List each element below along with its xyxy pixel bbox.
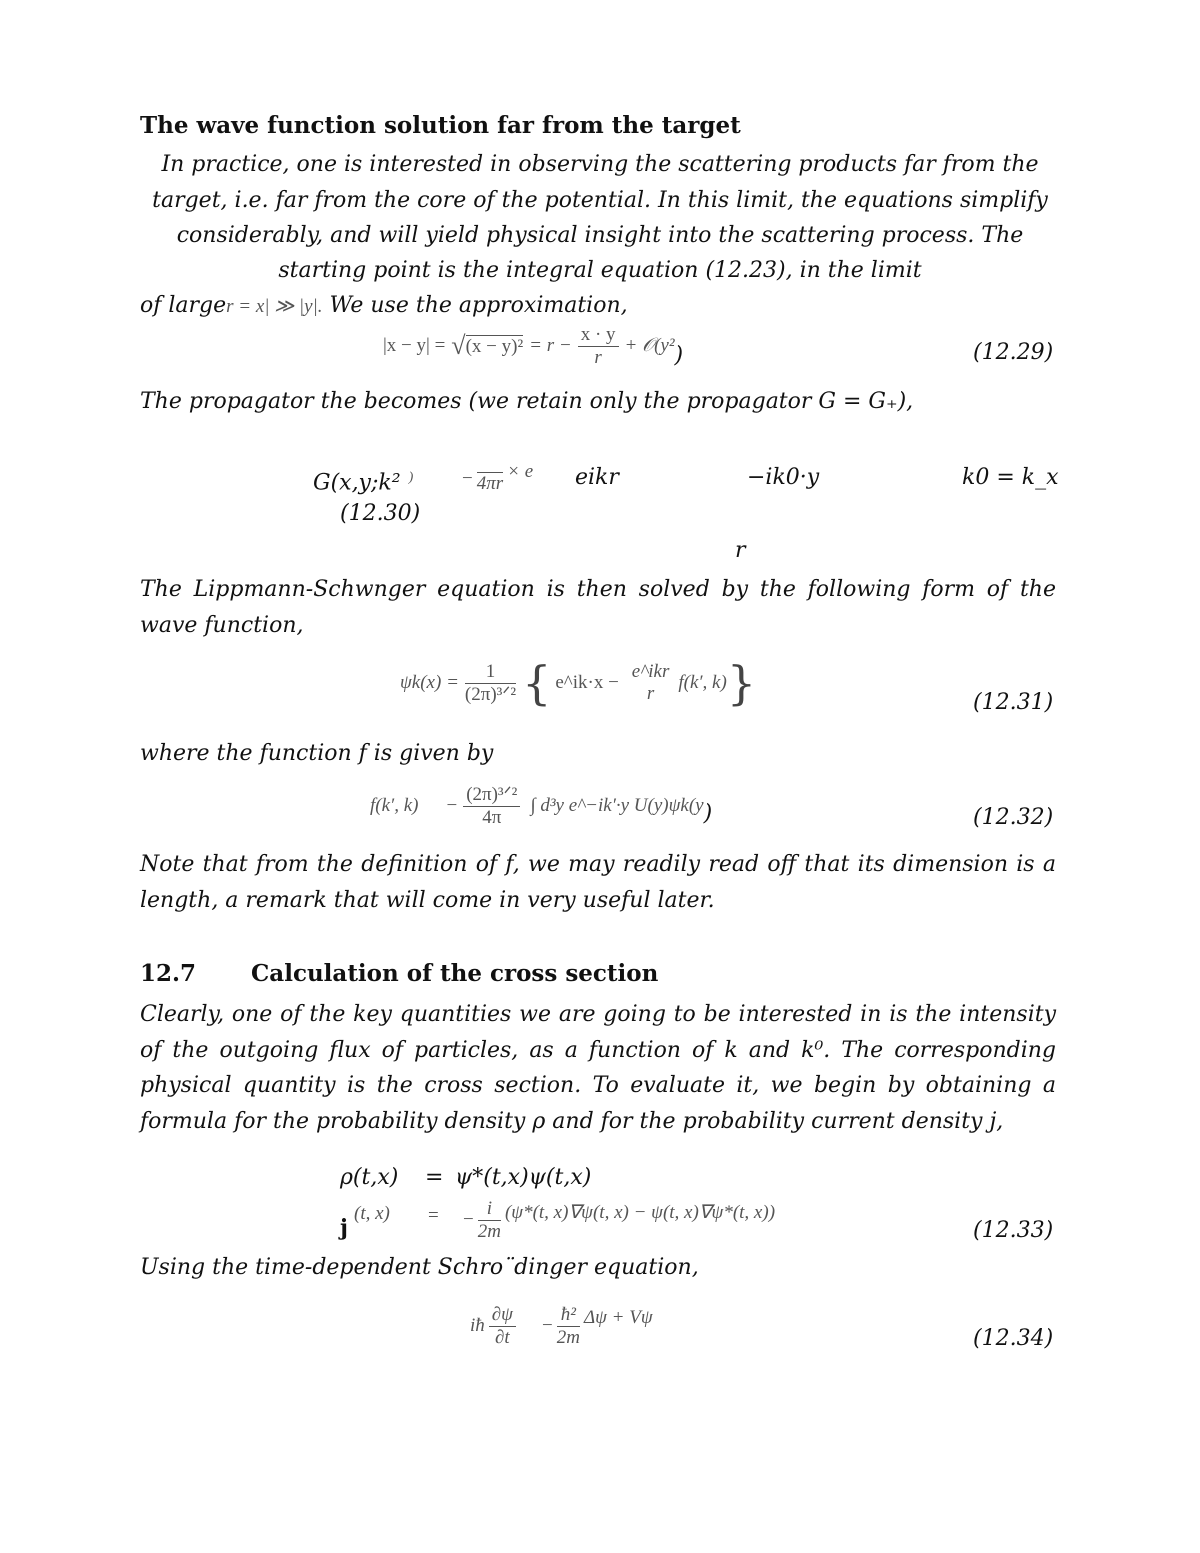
- fraction-denominator: 4πr: [476, 473, 504, 494]
- fraction-denominator: (2π)³ᐟ²: [464, 683, 517, 705]
- eq-minus: −: [446, 795, 458, 816]
- fraction-denominator: r: [646, 683, 655, 704]
- eq-integral: ∫ d³y e^−ik′·y U(y)ψk(y: [530, 795, 704, 816]
- left-brace: {: [522, 656, 552, 710]
- equation-number-12-32: (12.32): [973, 805, 1054, 830]
- eq-term2: f(k′, k): [678, 672, 727, 693]
- eq-fraction: [463, 784, 520, 829]
- fraction-numerator: ħ²: [557, 1304, 580, 1327]
- eq-minus: −: [541, 1315, 553, 1336]
- eq-eikr: eikr: [575, 465, 619, 490]
- lippmann-line-1: The Lippmann-Schwnger equation is then solved by the following form of the: [140, 577, 1056, 602]
- eq-rho-equals: =: [425, 1165, 444, 1190]
- eq-j-lhs: j: [340, 1215, 348, 1241]
- eq-fraction-2: [629, 661, 673, 705]
- eq-rho-rhs: ψ*(t,x)ψ(t,x): [455, 1165, 592, 1190]
- eq-fraction: [478, 1198, 501, 1243]
- right-brace: }: [726, 656, 757, 710]
- section-number: 12.7: [140, 960, 197, 987]
- cross-section-line-2: of the outgoing flux of particles, as a function of k and k⁰. The corresponding: [140, 1038, 1056, 1063]
- equation-number-12-30: (12.30): [340, 501, 421, 526]
- paragraph-line-3: considerably, and will yield physical insight into the scattering process. The: [176, 223, 1024, 248]
- fraction-denominator: 2m: [477, 1220, 501, 1242]
- equation-12-29: [383, 318, 683, 374]
- eq-lhs: |x − y| =: [383, 335, 446, 356]
- cross-section-line-1: Clearly, one of the key quantities we are going to be interested in is the intensity: [140, 1002, 1056, 1027]
- fraction-numerator: [477, 462, 503, 473]
- fraction-numerator: i: [478, 1198, 501, 1221]
- fraction-numerator: (2π)³ᐟ²: [463, 784, 520, 807]
- paragraph-line-1: In practice, one is interested in observing the scattering products far from the: [161, 152, 1039, 177]
- lippmann-line-2: wave function,: [140, 613, 304, 638]
- eq-k0-definition: k0 = k_x: [962, 465, 1059, 490]
- eq-tail: + 𝒪(y²: [624, 335, 675, 356]
- eq-rho-lhs: ρ(t,x): [340, 1165, 399, 1190]
- paragraph-line-2: target, i.e. far from the core of the potential. In this limit, the equations simplify: [152, 188, 1048, 213]
- eq-mid: = r −: [529, 335, 572, 356]
- where-sentence: where the function f is given by: [140, 741, 494, 766]
- fraction-denominator: 2m: [556, 1326, 580, 1348]
- eq-j-rhs-group: [463, 1192, 775, 1248]
- equation-12-31: [400, 648, 756, 718]
- eq-exponent: −ik0·y: [747, 465, 820, 490]
- eq-minus: −: [462, 467, 473, 489]
- fraction-numerator: ∂ψ: [489, 1304, 516, 1327]
- eq-close-paren: ): [408, 470, 414, 485]
- eq-lhs: G(x,y;k²: [313, 470, 401, 496]
- paragraph-text: We use the approximation,: [322, 293, 628, 318]
- inline-math: r = x| ≫ |y|.: [226, 296, 323, 317]
- equation-12-34: [470, 1296, 653, 1356]
- sqrt-sign: √: [451, 331, 466, 360]
- paragraph-line-4: starting point is the integral equation (12.23), in the limit: [278, 258, 922, 283]
- eq-12-30-fraction-group: [462, 462, 533, 495]
- eq-times-e: × e: [507, 460, 534, 482]
- eq-fraction: [578, 324, 619, 369]
- note-line-1: Note that from the definition of f, we may readily read off that its dimension is a: [140, 852, 1056, 877]
- fraction-denominator: r: [594, 346, 602, 368]
- eq-j-rhs: (ψ*(t, x)∇ψ(t, x) − ψ(t, x)∇ψ*(t, x)): [504, 1201, 776, 1223]
- fraction-denominator: 4π: [482, 806, 502, 828]
- fraction-numerator: 1: [465, 661, 516, 684]
- eq-rhs: Δψ + Vψ: [583, 1307, 653, 1328]
- using-sentence: Using the time-dependent Schro¨dinger equation,: [140, 1255, 699, 1280]
- eq-fraction-2: [557, 1304, 580, 1349]
- eq-r-below: r: [735, 538, 746, 563]
- equation-12-32: [370, 776, 712, 836]
- cross-section-line-3: physical quantity is the cross section. To evaluate it, we begin by obtaining a: [140, 1073, 1056, 1098]
- eq-fraction: [477, 462, 503, 495]
- paragraph-text: of large: [140, 293, 227, 318]
- eq-close-paren: ): [703, 800, 713, 826]
- fraction-numerator: x · y: [578, 324, 619, 347]
- eq-j-args: (t, x): [354, 1203, 390, 1224]
- eq-j-equals: =: [428, 1205, 439, 1226]
- section-heading-wave-function: The wave function solution far from the target: [140, 112, 741, 139]
- equation-number-12-33: (12.33): [973, 1218, 1054, 1243]
- section-heading-cross-section: Calculation of the cross section: [251, 960, 659, 987]
- eq-lhs: f(k′, k): [370, 795, 419, 816]
- equation-number-12-29: (12.29): [973, 340, 1054, 365]
- cross-section-line-4: formula for the probability density ρ and for the probability current density j,: [140, 1109, 1004, 1134]
- eq-term1: e^ik·x −: [555, 672, 619, 693]
- eq-fraction: [489, 1304, 516, 1349]
- eq-lhs: ψk(x) =: [400, 672, 459, 693]
- eq-ih: iħ: [470, 1315, 485, 1336]
- fraction-denominator: ∂t: [495, 1326, 510, 1348]
- propagator-sentence: The propagator the becomes (we retain only the propagator G = G₊),: [140, 389, 914, 414]
- eq-fraction: [465, 661, 516, 706]
- fraction-numerator: e^ikr: [631, 661, 670, 682]
- equation-number-12-34: (12.34): [973, 1326, 1054, 1351]
- eq-close-paren: ): [674, 342, 684, 368]
- note-line-2: length, a remark that will come in very useful later.: [140, 888, 715, 913]
- eq-minus: −: [463, 1209, 474, 1230]
- equation-number-12-31: (12.31): [973, 690, 1054, 715]
- eq-sqrt-content: (x − y)²: [465, 335, 524, 357]
